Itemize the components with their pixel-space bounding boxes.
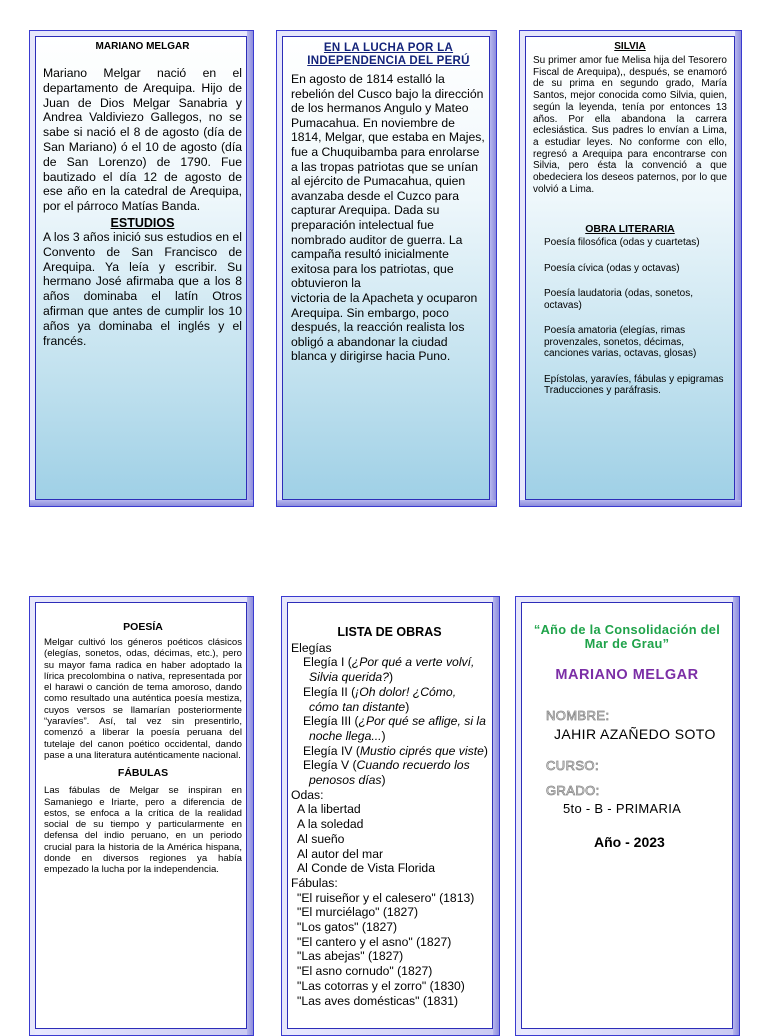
list-item: A la libertad: [297, 802, 361, 817]
motto: “Año de la Consolidación del Mar de Grau”: [533, 622, 721, 651]
elegy-first-line: Cuando recuerdo los penosos días: [309, 758, 470, 788]
list-item: "Las abejas" (1827): [297, 949, 404, 964]
panel-bevel: [247, 597, 253, 1035]
list-item: Poesía filosófica (odas y cuartetas): [544, 237, 700, 249]
fabulas-text: Las fábulas de Melgar se inspiran en Samaniego e Iriarte, pero a diferencia de estos, se enfoca a la crítica de la realidad social de su tiempo y particularmente en defensa del indio peruano, en un periodo crucial para la historia de la América hispana, donde en diversos regiones ya había empezado la lucha por la independencia.: [44, 785, 242, 876]
list-item: "Los gatos" (1827): [297, 920, 398, 935]
list-item: Epístolas, yaravíes, fábulas y epigramas: [544, 373, 724, 385]
elegy-label: Elegía V (: [303, 758, 357, 773]
lista-title: LISTA DE OBRAS: [337, 625, 442, 639]
biography-text: Mariano Melgar nació en el departamento de Arequipa. Hijo de Juan de Dios Melgar Sanabria y Andrea Valdiviezo Gallegos, no se sabe si nació el 8 de agosto (día de San Mariano) ó el 10 de agosto (día de San Lorenzo) de 1790. Fue bautizado el día 12 de agosto de ese año en la catedral de Arequipa, por el párroco Matías Banda.: [43, 66, 242, 214]
panel-bevel: [733, 597, 739, 1035]
panel-title: SILVIA: [614, 41, 646, 52]
list-item: [297, 655, 488, 684]
title-line-2: INDEPENDENCIA DEL PERÚ: [307, 54, 470, 67]
panel-lista-obras: [281, 596, 500, 1036]
studies-text: A los 3 años inició sus estudios en el Convento de San Francisco de Arequipa. Ya leía y escribir. Su hermano José afirmaba que a los 8 años dominaba el latín Otros afirman que antes de cumplir los 10 años ya dominaba el inglés y el francés.: [43, 229, 242, 348]
list-item: Poesía amatoria (elegías, rimas provenzales, sonetos, décimas, canciones varias, octavas, glosas): [544, 325, 697, 360]
list-item: Al autor del mar: [297, 846, 384, 861]
panel-title: [291, 42, 486, 67]
elegy-label: Elegía I (: [303, 655, 352, 670]
year: Año - 2023: [594, 834, 665, 850]
elegy-close: ): [483, 743, 488, 758]
elegy-close: ): [381, 728, 386, 743]
cover-name: MARIANO MELGAR: [555, 667, 699, 683]
list-item: "Las aves domésticas" (1831): [297, 993, 459, 1008]
panel-cover: [515, 596, 740, 1036]
list-item: [297, 744, 488, 759]
elegy-label: Elegía IV (: [303, 743, 360, 758]
panel-silvia: [519, 30, 742, 507]
obra-literaria-list: [533, 237, 727, 397]
odas-heading: Odas:: [291, 787, 324, 802]
elegy-close: ): [381, 773, 386, 788]
panel-independencia: [276, 30, 497, 507]
panel-bevel: [735, 31, 741, 506]
fabulas-list: [291, 891, 488, 1009]
title-line-1: EN LA LUCHA POR LA: [323, 42, 454, 54]
elegy-close: ): [388, 670, 394, 685]
elegy-first-line: ¡Oh dolor! ¿Cómo, cómo tan distante: [309, 684, 457, 714]
nombre-label: NOMBRE:: [546, 708, 610, 723]
elegy-label: Elegía III (: [303, 714, 359, 729]
panel-mariano-melgar: [29, 30, 254, 507]
panel-bevel: [493, 597, 499, 1035]
list-item: Poesía cívica (odas y octavas): [544, 262, 680, 274]
silvia-text: Su primer amor fue Melisa hija del Tesorero Fiscal de Arequipa),, después, se enamoró de su prima en segundo grado, María Santos, mejor conocida como Silvia, quien, según la leyenda, tenía por entonces 13 años. Por ella abandona la carrera eclesiástica. Sus padres lo envían a Lima, a estudiar leyes. No conforme con ello, regresó a Arequipa para encontrarse con Silvia, pero ésta la convenció a que obedeciera los deseos paternos, por lo que volvió a Lima.: [533, 55, 727, 195]
list-item: A la soledad: [297, 817, 364, 832]
grado-label: GRADO:: [546, 783, 600, 798]
obra-literaria-title: OBRA LITERARIA: [585, 223, 675, 236]
elegy-first-line: ¿Por qué a verte volví, Silvia querida?: [309, 655, 475, 685]
poesia-title: POESÍA: [123, 621, 163, 633]
list-item: "El ruiseñor y el calesero" (1813): [297, 890, 475, 905]
list-item: "El murciélago" (1827): [297, 905, 419, 920]
list-item: [297, 714, 488, 743]
list-item: "El asno cornudo" (1827): [297, 964, 433, 979]
list-item: "Las cotorras y el zorro" (1830): [297, 978, 465, 993]
panel-bevel: [520, 500, 741, 506]
elegy-label: Elegía II (: [303, 684, 356, 699]
curso-label: CURSO:: [546, 758, 599, 773]
panel-poesia: [29, 596, 254, 1036]
panel-title: MARIANO MELGAR: [95, 41, 190, 52]
panel-bevel: [277, 500, 496, 506]
elegias-heading: Elegías: [291, 640, 332, 655]
elegy-first-line: ¿Por qué se aflige, si la noche llega...: [309, 714, 486, 743]
panel-bevel: [30, 500, 253, 506]
poesia-text: Melgar cultivó los géneros poéticos clásicos (elegías, sonetos, odas, décimas, etc.), pero su mayor fama radica en haber adoptado la lírica precolombina o nativa, representada por el harawi o canción de tema amoroso, dando como resultado una auténtica poesía mestiza, cuyos versos se llamarían posteriormente “yaravíes”. Así, tal vez sin presentirlo, comenzó a liberar la poesía peruana del tutelaje del canon poético occidental, dando pase a una literatura auténticamente nacional.: [44, 637, 242, 761]
elegy-first-line: Mustio ciprés que viste: [359, 743, 484, 758]
elegias-list: [291, 655, 488, 787]
studies-title: ESTUDIOS: [110, 215, 175, 230]
list-item: [297, 685, 488, 714]
panel-bevel: [490, 31, 496, 506]
list-item: Traducciones y paráfrasis.: [544, 385, 661, 397]
grado-value: 5to - B - PRIMARIA: [563, 801, 682, 816]
list-item: "El cantero y el asno" (1827): [297, 934, 452, 949]
fabulas-title: FÁBULAS: [117, 767, 169, 780]
fabulas-heading: Fábulas:: [291, 875, 338, 890]
list-item: [297, 758, 488, 787]
independence-text: En agosto de 1814 estalló la rebelión del Cusco bajo la dirección de los hermanos Angulo y Mateo Pumacahua. En noviembre de 1814, Melgar, que estaba en Majes, fue a Chuquibamba para enrolarse a las tropas patriotas que se unían al ejército de Pumacahua, quien avanzaba desde el Cuzco para capturar Arequipa. Dada su preparación intelectual fue nombrado auditor de guerra. La campaña resultó inicialmente exitosa para los patriotas, que obtuvieron la: [291, 72, 485, 291]
nombre-value: JAHIR AZAÑEDO SOTO: [554, 726, 716, 742]
panel-bevel: [247, 31, 253, 506]
odas-list: [291, 802, 488, 876]
list-item: Al Conde de Vista Florida: [297, 861, 435, 876]
independence-text-cont: victoria de la Apacheta y ocuparon Arequipa. Sin embargo, poco después, la reacción realista los obligó a abandonar la ciudad blanca y dirigirse hacia Puno.: [291, 290, 478, 364]
elegy-close: ): [405, 699, 410, 714]
list-item: Poesía laudatoria (odas, sonetos, octavas): [544, 288, 693, 311]
list-item: Al sueño: [297, 831, 345, 846]
